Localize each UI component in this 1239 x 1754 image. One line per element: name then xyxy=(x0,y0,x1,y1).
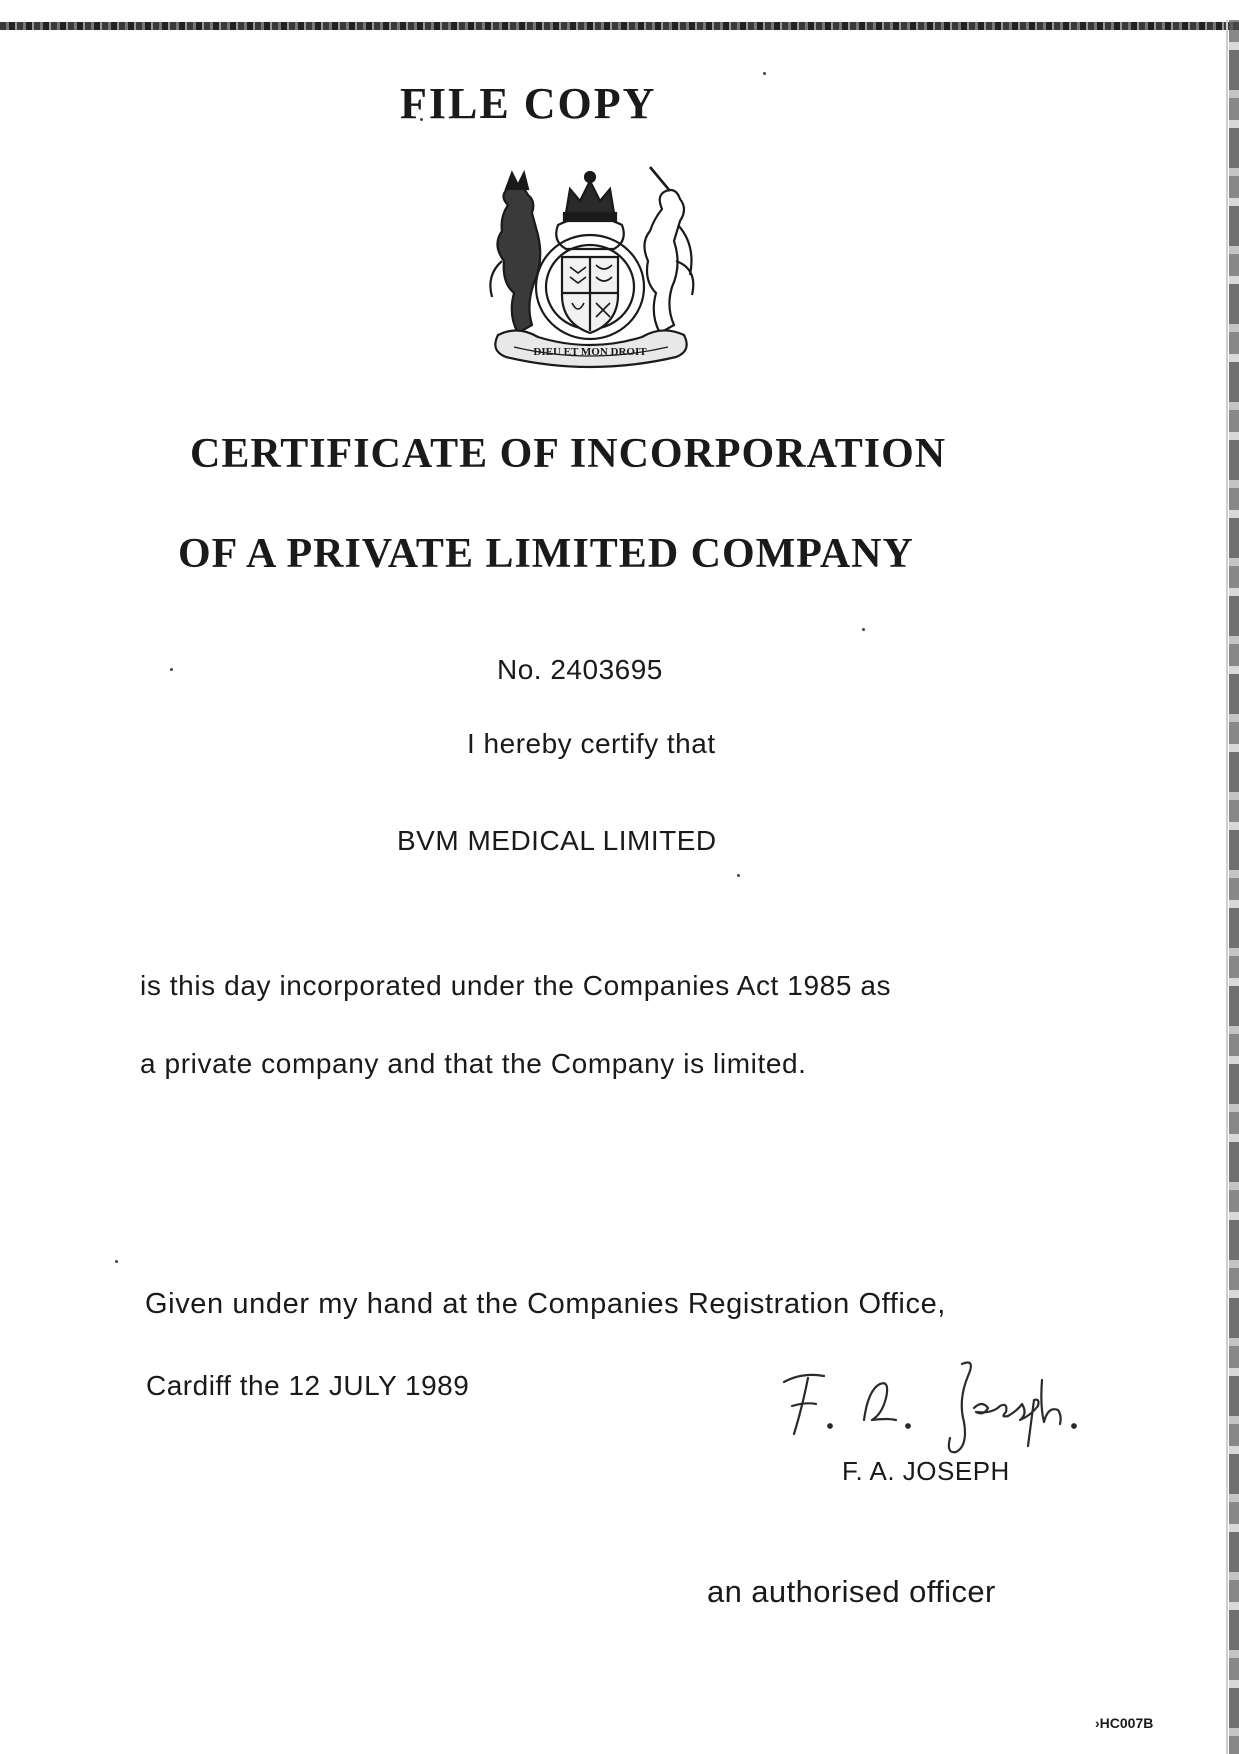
scan-edge-right-inner xyxy=(1226,20,1228,1754)
officer-title: an authorised officer xyxy=(707,1574,996,1609)
certify-statement: I hereby certify that xyxy=(467,728,716,759)
incorporation-text-line-2: a private company and that the Company is limited. xyxy=(140,1048,807,1079)
company-number: No. 2403695 xyxy=(497,654,663,685)
given-under-hand-text: Given under my hand at the Companies Registration Office, xyxy=(145,1288,946,1320)
certificate-title-line-1: CERTIFICATE OF INCORPORATION xyxy=(190,431,947,477)
company-name: BVM MEDICAL LIMITED xyxy=(397,825,717,856)
scan-edge-top xyxy=(0,22,1239,30)
scan-speck xyxy=(115,1260,118,1263)
scan-edge-right xyxy=(1229,20,1239,1754)
handwritten-signature xyxy=(772,1350,1102,1460)
reference-code: ›HC007B xyxy=(1095,1715,1154,1731)
issue-date-text: Cardiff the 12 JULY 1989 xyxy=(146,1370,470,1401)
scan-speck xyxy=(737,874,740,877)
scan-speck xyxy=(170,668,173,671)
royal-coat-of-arms xyxy=(478,165,703,370)
certificate-title-line-2: OF A PRIVATE LIMITED COMPANY xyxy=(178,531,914,577)
motto-text: DIEU ET MON DROIT xyxy=(533,346,647,358)
scan-speck xyxy=(862,628,865,631)
file-copy-heading: FILE COPY xyxy=(400,79,657,128)
scan-speck xyxy=(763,72,766,75)
incorporation-text-line-1: is this day incorporated under the Companies Act 1985 as xyxy=(140,970,892,1001)
officer-name: F. A. JOSEPH xyxy=(842,1456,1010,1486)
